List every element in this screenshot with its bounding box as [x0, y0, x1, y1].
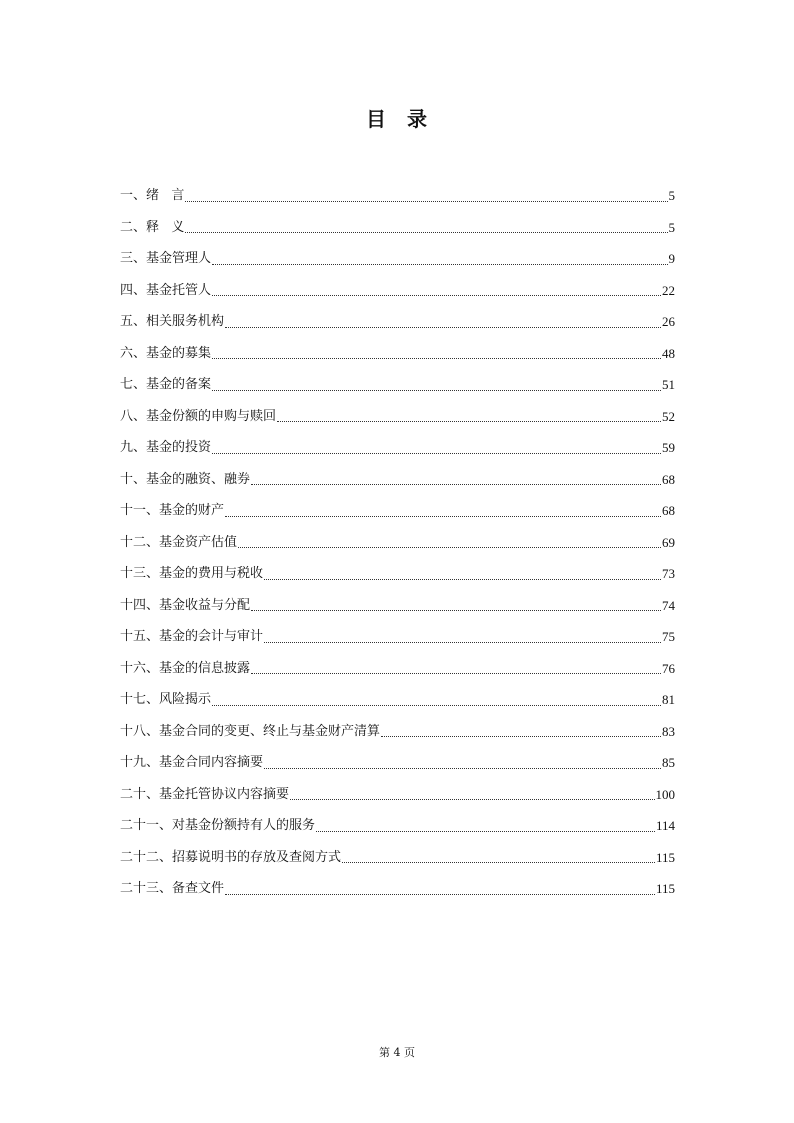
toc-item-label: 二十三、备查文件	[120, 881, 225, 896]
toc-item[interactable]	[120, 779, 675, 811]
toc-item[interactable]	[120, 401, 675, 433]
table-of-contents	[120, 180, 675, 905]
toc-item-label: 九、基金的投资	[120, 440, 212, 455]
toc-item[interactable]	[120, 369, 675, 401]
toc-leader-dots	[225, 893, 655, 895]
toc-item-label: 二、释 义	[120, 219, 185, 235]
toc-item-label: 十七、风险揭示	[120, 692, 212, 707]
toc-item-page: 76	[662, 660, 675, 676]
toc-leader-dots	[264, 641, 661, 643]
toc-leader-dots	[212, 452, 661, 454]
toc-item[interactable]	[120, 684, 675, 716]
toc-leader-dots	[342, 861, 655, 863]
toc-item-page: 5	[668, 219, 675, 235]
page-title-part-2: 录	[407, 107, 428, 131]
toc-leader-dots	[264, 578, 661, 580]
toc-item-label: 五、相关服务机构	[120, 314, 225, 329]
toc-item-page: 5	[668, 188, 675, 203]
toc-item[interactable]	[120, 653, 675, 685]
toc-item-label: 三、基金管理人	[120, 251, 212, 266]
toc-item-page: 85	[662, 755, 675, 770]
toc-item-page: 115	[655, 849, 675, 865]
toc-item[interactable]	[120, 716, 675, 748]
toc-item[interactable]	[120, 747, 675, 779]
toc-leader-dots	[381, 735, 661, 737]
toc-item-page: 74	[662, 597, 675, 613]
toc-item-label: 七、基金的备案	[120, 377, 212, 392]
toc-item-page: 52	[662, 408, 675, 424]
toc-item-label: 十八、基金合同的变更、终止与基金财产清算	[120, 723, 381, 739]
toc-item[interactable]	[120, 243, 675, 275]
toc-item-page: 59	[662, 440, 675, 455]
toc-item-label: 十、基金的融资、融券	[120, 471, 251, 487]
toc-item-label: 十四、基金收益与分配	[120, 597, 251, 613]
toc-item[interactable]	[120, 275, 675, 307]
toc-item-page: 9	[668, 251, 675, 266]
toc-item-label: 六、基金的募集	[120, 345, 212, 361]
toc-item-label: 二十二、招募说明书的存放及查阅方式	[120, 849, 342, 865]
toc-item[interactable]	[120, 306, 675, 338]
toc-item-page: 81	[662, 692, 675, 707]
toc-item[interactable]	[120, 590, 675, 622]
toc-item[interactable]	[120, 810, 675, 842]
toc-item-label: 十一、基金的财产	[120, 503, 225, 518]
toc-item-label: 十六、基金的信息披露	[120, 660, 251, 676]
toc-item-label: 十九、基金合同内容摘要	[120, 755, 264, 770]
toc-leader-dots	[277, 420, 661, 422]
toc-leader-dots	[212, 704, 661, 706]
toc-leader-dots	[212, 357, 661, 359]
toc-item-page: 73	[662, 566, 675, 581]
toc-item[interactable]	[120, 212, 675, 244]
toc-item-page: 68	[662, 503, 675, 518]
toc-item-page: 100	[655, 786, 675, 802]
toc-leader-dots	[251, 672, 661, 674]
toc-item-label: 十二、基金资产估值	[120, 534, 238, 550]
toc-item-page: 114	[655, 818, 675, 833]
toc-item-label: 十五、基金的会计与审计	[120, 629, 264, 644]
toc-leader-dots	[290, 798, 654, 800]
toc-leader-dots	[212, 263, 667, 265]
toc-leader-dots	[251, 483, 661, 485]
toc-item-label: 四、基金托管人	[120, 282, 212, 298]
toc-item[interactable]	[120, 842, 675, 874]
toc-item-label: 二十一、对基金份额持有人的服务	[120, 818, 316, 833]
toc-leader-dots	[316, 830, 655, 832]
toc-item-label: 一、绪 言	[120, 188, 185, 203]
toc-item-page: 115	[655, 881, 675, 896]
toc-item[interactable]	[120, 432, 675, 464]
toc-leader-dots	[251, 609, 661, 611]
toc-item[interactable]	[120, 180, 675, 212]
toc-item[interactable]	[120, 495, 675, 527]
toc-item-page: 22	[662, 282, 675, 298]
toc-item[interactable]	[120, 621, 675, 653]
toc-leader-dots	[212, 294, 661, 296]
toc-leader-dots	[225, 515, 661, 517]
toc-item-label: 十三、基金的费用与税收	[120, 566, 264, 581]
toc-leader-dots	[185, 231, 667, 233]
toc-leader-dots	[225, 326, 661, 328]
toc-item-page: 75	[662, 629, 675, 644]
toc-item[interactable]	[120, 464, 675, 496]
toc-leader-dots	[212, 389, 661, 391]
page-footer: 第 4 页	[379, 1046, 415, 1059]
page-title	[0, 103, 794, 132]
toc-item-page: 51	[662, 377, 675, 392]
toc-item-page: 48	[662, 345, 675, 361]
toc-item-page: 69	[662, 534, 675, 550]
page-title-part-1: 目	[366, 107, 387, 131]
toc-item[interactable]	[120, 527, 675, 559]
toc-item-page: 26	[662, 314, 675, 329]
toc-leader-dots	[238, 546, 661, 548]
toc-leader-dots	[185, 200, 667, 202]
toc-item[interactable]	[120, 873, 675, 905]
toc-item-label: 八、基金份额的申购与赎回	[120, 408, 277, 424]
toc-item-page: 83	[662, 723, 675, 739]
toc-item[interactable]	[120, 558, 675, 590]
toc-item-label: 二十、基金托管协议内容摘要	[120, 786, 290, 802]
toc-item-page: 68	[662, 471, 675, 487]
toc-leader-dots	[264, 767, 661, 769]
toc-item[interactable]	[120, 338, 675, 370]
